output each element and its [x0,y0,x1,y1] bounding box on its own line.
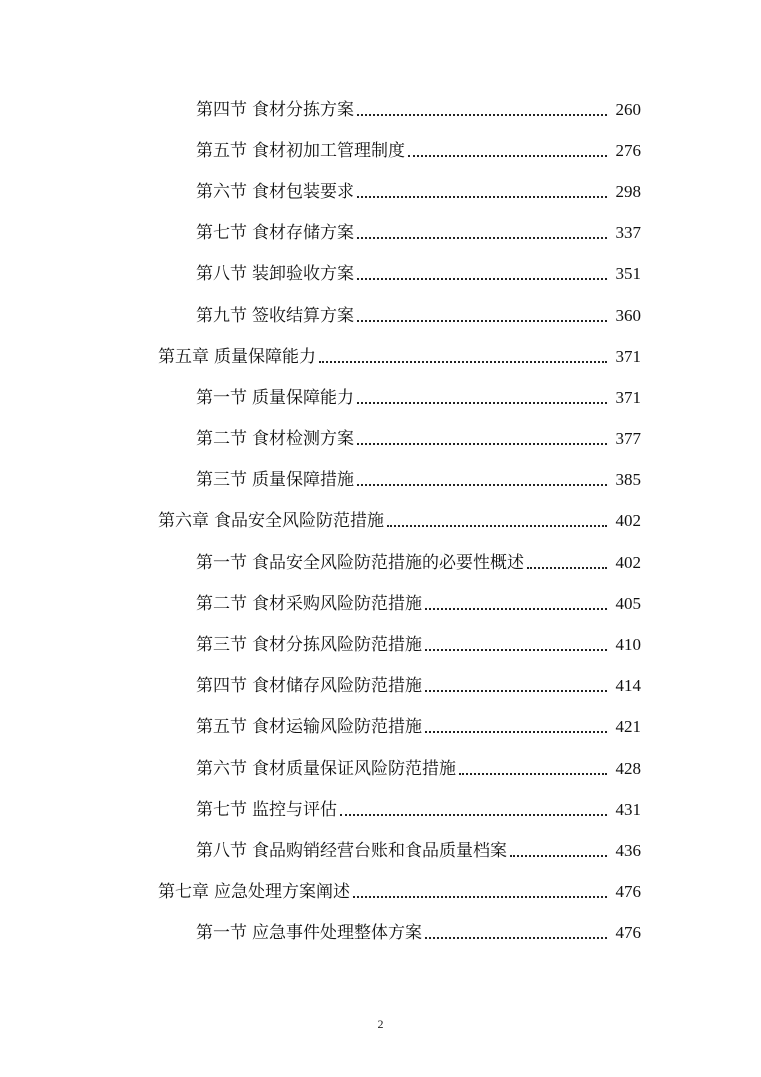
toc-entry-page-number: 337 [615,223,641,243]
toc-entry-number: 第九节 [196,305,247,326]
toc-entry-title: 质量保障能力 [252,387,354,408]
toc-entry-label [196,799,337,821]
toc-entry-page-number: 428 [615,758,641,778]
toc-entry-page-number: 402 [615,552,641,572]
toc-entry-number: 第一节 [196,552,247,573]
toc-entry-section [0,542,761,583]
dot-leader [357,263,607,285]
toc-entry-label [158,346,316,368]
toc-entry-page-number: 410 [615,635,641,655]
toc-entry-label [196,552,524,574]
toc-entry-number: 第三节 [196,470,247,491]
toc-entry-title: 应急事件处理整体方案 [252,923,422,944]
toc-entry-section [0,707,761,748]
toc-entry-number: 第五节 [196,140,247,161]
dot-leader [425,593,607,615]
toc-entry-title: 食材包装要求 [252,181,354,202]
toc-entry-number: 第一节 [196,387,247,408]
toc-entry-section [0,295,761,336]
toc-entry-number: 第七节 [196,223,247,244]
dot-leader [425,922,607,944]
toc-entry-section [0,460,761,501]
toc-entry-label [196,758,456,780]
toc-entry-section [0,130,761,171]
dot-leader [357,305,607,327]
toc-entry-label [196,305,354,327]
toc-entry-title: 食材采购风险防范措施 [252,593,422,614]
toc-entry-title: 质量保障能力 [214,346,316,367]
toc-entry-title: 食材初加工管理制度 [252,140,405,161]
toc-entry-number: 第三节 [196,635,247,656]
dot-leader [353,881,607,903]
toc-entry-title: 签收结算方案 [252,305,354,326]
dot-leader [425,716,607,738]
toc-entry-label [196,469,354,491]
toc-entry-page-number: 351 [615,264,641,284]
toc-entry-number: 第八节 [196,840,247,861]
toc-entry-title: 食材储存风险防范措施 [252,676,422,697]
toc-entry-title: 食品安全风险防范措施的必要性概述 [252,552,524,573]
toc-entry-title: 食材分拣方案 [252,99,354,120]
dot-leader [357,99,607,121]
toc-entry-title: 食材质量保证风险防范措施 [252,758,456,779]
toc-entry-section [0,171,761,212]
dot-leader [340,799,607,821]
toc-entry-page-number: 371 [615,346,641,366]
toc-entry-label [158,510,384,532]
toc-entry-section [0,913,761,954]
toc-entry-label [196,634,422,656]
dot-leader [425,634,607,656]
toc-entry-number: 第八节 [196,264,247,285]
toc-entry-section [0,830,761,871]
toc-entry-label [196,428,354,450]
toc-entry-title: 质量保障措施 [252,470,354,491]
dot-leader [387,510,607,532]
toc-entry-page-number: 402 [615,511,641,531]
toc-entry-page-number: 436 [615,840,641,860]
toc-entry-number: 第四节 [196,99,247,120]
toc-entry-label [196,675,422,697]
toc-entry-section [0,748,761,789]
toc-entry-number: 第五章 [158,346,209,367]
dot-leader [357,181,607,203]
toc-entry-page-number: 360 [615,305,641,325]
toc-entry-label [196,222,354,244]
dot-leader [357,222,607,244]
dot-leader [357,387,607,409]
toc-entry-chapter [0,872,761,913]
toc-entry-section [0,789,761,830]
toc-entry-label [196,593,422,615]
dot-leader [357,428,607,450]
toc-entry-section [0,377,761,418]
toc-entry-number: 第六节 [196,758,247,779]
toc-entry-page-number: 371 [615,387,641,407]
toc-entry-label [158,881,350,903]
toc-entry-title: 应急处理方案阐述 [214,882,350,903]
toc-entry-label [196,716,422,738]
toc-entry-label [196,922,422,944]
toc-entry-label [196,263,354,285]
page-number-footer: 2 [377,1017,384,1031]
toc-entry-number: 第二节 [196,593,247,614]
toc-entry-page-number: 276 [615,140,641,160]
toc-entry-section [0,624,761,665]
toc-entry-section [0,89,761,130]
dot-leader [459,758,607,780]
toc-entry-number: 第七节 [196,799,247,820]
toc-entry-page-number: 414 [615,676,641,696]
toc-entry-page-number: 385 [615,470,641,490]
toc-entry-title: 装卸验收方案 [252,264,354,285]
toc-entry-title: 食品购销经营台账和食品质量档案 [252,840,507,861]
toc-entry-number: 第五节 [196,717,247,738]
toc-entry-title: 食材分拣风险防范措施 [252,635,422,656]
toc-entry-page-number: 298 [615,181,641,201]
toc-entry-page-number: 377 [615,429,641,449]
toc-entry-label [196,840,507,862]
toc-entry-number: 第四节 [196,676,247,697]
toc-entry-number: 第六章 [158,511,209,532]
toc-entry-section [0,419,761,460]
toc-entry-title: 监控与评估 [252,799,337,820]
toc-entry-page-number: 405 [615,593,641,613]
dot-leader [357,469,607,491]
dot-leader [319,346,607,368]
toc-entry-page-number: 421 [615,717,641,737]
toc-entry-title: 食品安全风险防范措施 [214,511,384,532]
toc-entry-title: 食材检测方案 [252,429,354,450]
table-of-contents [0,89,761,954]
toc-entry-section [0,254,761,295]
toc-entry-title: 食材运输风险防范措施 [252,717,422,738]
toc-entry-page-number: 431 [615,799,641,819]
toc-entry-title: 食材存储方案 [252,223,354,244]
toc-entry-label [196,99,354,121]
toc-entry-label [196,140,405,162]
toc-entry-chapter [0,501,761,542]
dot-leader [510,840,607,862]
dot-leader [408,140,607,162]
toc-entry-page-number: 260 [615,99,641,119]
toc-entry-page-number: 476 [615,923,641,943]
toc-entry-label [196,181,354,203]
toc-entry-section [0,666,761,707]
toc-entry-number: 第一节 [196,923,247,944]
toc-entry-number: 第二节 [196,429,247,450]
toc-entry-section [0,213,761,254]
toc-entry-number: 第七章 [158,882,209,903]
toc-entry-chapter [0,336,761,377]
dot-leader [527,552,607,574]
toc-entry-number: 第六节 [196,181,247,202]
toc-entry-page-number: 476 [615,882,641,902]
toc-entry-label [196,387,354,409]
dot-leader [425,675,607,697]
toc-entry-section [0,583,761,624]
